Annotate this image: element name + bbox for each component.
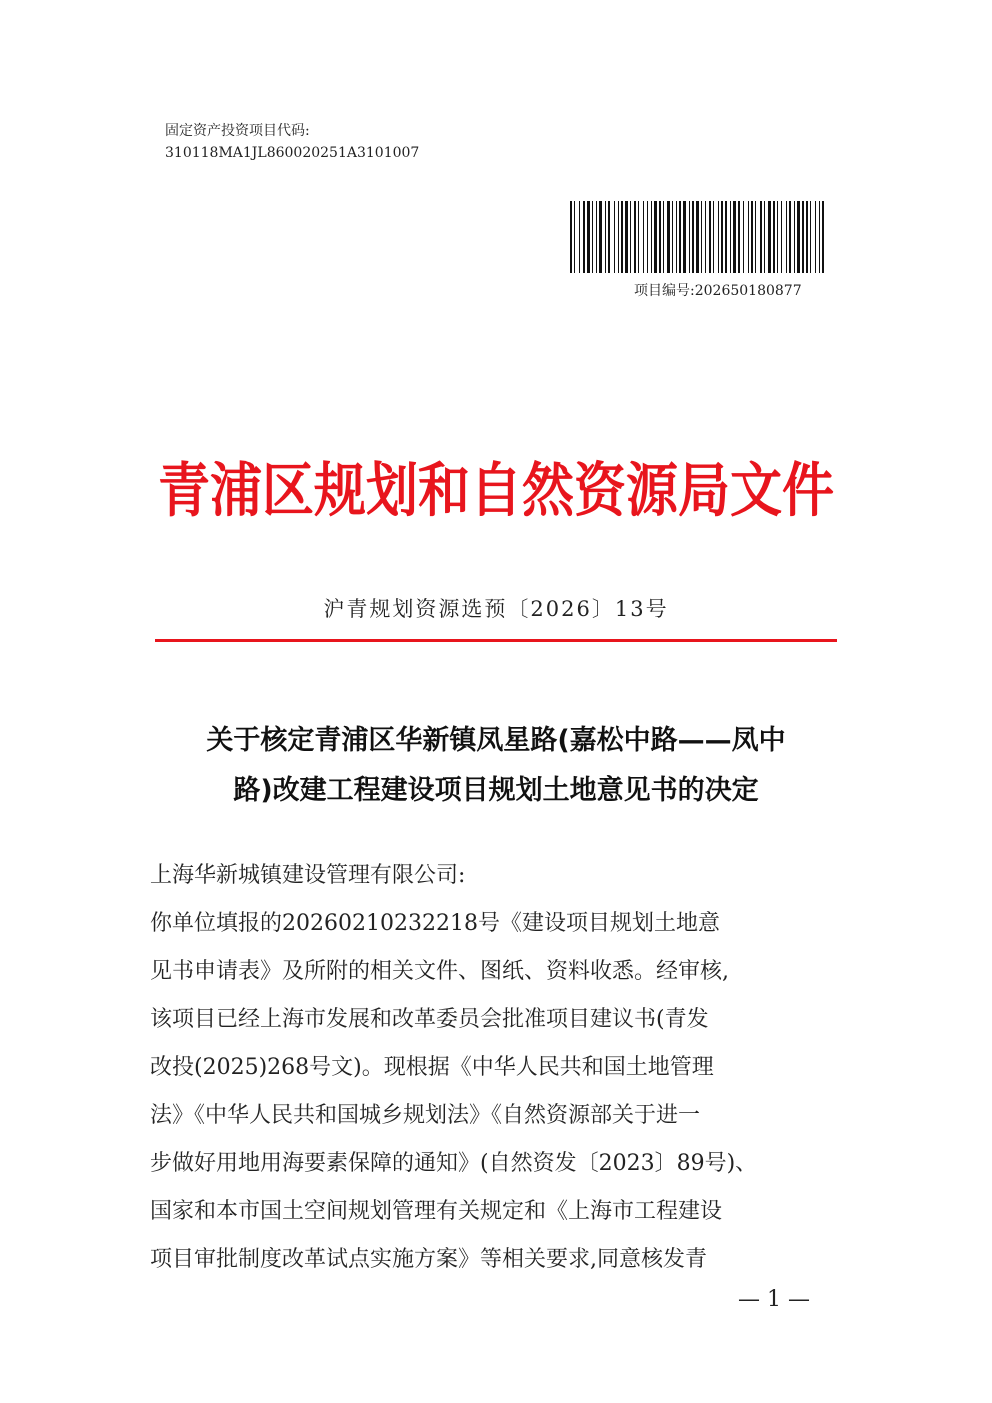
barcode-bar (605, 201, 606, 273)
barcode-bar (806, 201, 808, 273)
fixed-asset-code-label: 固定资产投资项目代码: (165, 123, 310, 139)
barcode-bar (815, 201, 816, 273)
barcode-bar (773, 201, 775, 273)
fixed-asset-code: 310118MA1JL860020251A3101007 (165, 145, 420, 161)
barcode-bar (748, 201, 749, 273)
barcode-bar (797, 201, 800, 273)
barcode-bar (599, 201, 602, 273)
red-divider-line (155, 639, 837, 642)
barcode-bar (768, 201, 771, 273)
barcode-bar (810, 201, 811, 273)
barcode-bar (725, 201, 727, 273)
barcode-bar (786, 201, 787, 273)
barcode-bar (718, 201, 719, 273)
barcode-bar (667, 201, 670, 273)
barcode-bar (647, 201, 648, 273)
barcode-bar (654, 201, 657, 273)
barcode-bar (721, 201, 723, 273)
barcode-bar (574, 201, 575, 273)
barcode-bar (689, 201, 690, 273)
title-line: 路)改建工程建设项目规划土地意见书的决定 (233, 775, 759, 806)
barcode-bar (819, 201, 820, 273)
barcode-bar (760, 201, 762, 273)
barcode-bar (701, 201, 702, 273)
barcode-bar (663, 201, 664, 273)
body-line: 见书申请表》及所附的相关文件、图纸、资料收悉。经审核, (150, 959, 729, 984)
barcode-bar (794, 201, 795, 273)
title-line: 关于核定青浦区华新镇凤星路(嘉松中路——凤中 (206, 725, 786, 756)
barcode-bar (634, 201, 636, 273)
barcode-bar (659, 201, 661, 273)
barcode-bar (755, 201, 756, 273)
barcode-bar (570, 201, 572, 273)
body-line: 该项目已经上海市发展和改革委员会批准项目建议书(青发 (150, 1007, 709, 1032)
barcode-bar (696, 201, 699, 273)
issuer-title: 青浦区规划和自然资源局文件 (157, 458, 834, 526)
barcode-bar (679, 201, 681, 273)
barcode-bar (587, 201, 590, 273)
barcode-bar (579, 201, 580, 273)
barcode-bar (705, 201, 706, 273)
barcode-bar (676, 201, 677, 273)
barcode-bar (583, 201, 585, 273)
barcode-bar (608, 201, 610, 273)
barcode-bar (592, 201, 593, 273)
page-number: — 1 — (738, 1287, 810, 1312)
barcode-bar (777, 201, 778, 273)
barcode-image (568, 201, 828, 273)
fixed-asset-code-block (165, 120, 419, 164)
addressee: 上海华新城镇建设管理有限公司: (150, 863, 466, 888)
document-title (150, 716, 842, 816)
barcode-bar (614, 201, 615, 273)
barcode-bar (789, 201, 791, 273)
body-line: 你单位填报的20260210232218号《建设项目规划土地意 (150, 911, 720, 936)
barcode-bar (643, 201, 644, 273)
barcode-bar (764, 201, 765, 273)
barcode-bar (618, 201, 619, 273)
project-number: 项目编号:202650180877 (634, 283, 802, 299)
barcode-bar (802, 201, 804, 273)
body-line: 项目审批制度改革试点实施方案》等相关要求,同意核发青 (150, 1247, 707, 1272)
barcode-bar (625, 201, 628, 273)
body-line: 改投(2025)268号文)。现根据《中华人民共和国土地管理 (150, 1055, 714, 1080)
document-number: 沪青规划资源选预〔2026〕13号 (323, 597, 669, 621)
barcode-bar (651, 201, 652, 273)
barcode-bar (743, 201, 744, 273)
barcode-bar (709, 201, 711, 273)
body-line: 法》《中华人民共和国城乡规划法》《自然资源部关于进一 (150, 1103, 701, 1128)
barcode-bar (596, 201, 597, 273)
body-line: 国家和本市国土空间规划管理有关规定和《上海市工程建设 (150, 1199, 723, 1224)
barcode-bar (692, 201, 694, 273)
barcode-bar (638, 201, 639, 273)
body-paragraph (150, 900, 842, 1284)
barcode-bar (683, 201, 686, 273)
barcode-bar (672, 201, 673, 273)
barcode-bar (822, 201, 824, 273)
barcode-bar (630, 201, 631, 273)
barcode-bar (621, 201, 623, 273)
body-line: 步做好用地用海要素保障的通知》(自然资发〔2023〕89号)、 (150, 1151, 758, 1176)
barcode-bar (733, 201, 736, 273)
barcode-bar (781, 201, 782, 273)
barcode-bar (730, 201, 731, 273)
barcode-bar (713, 201, 714, 273)
barcode-bar (751, 201, 753, 273)
barcode-bar (738, 201, 740, 273)
